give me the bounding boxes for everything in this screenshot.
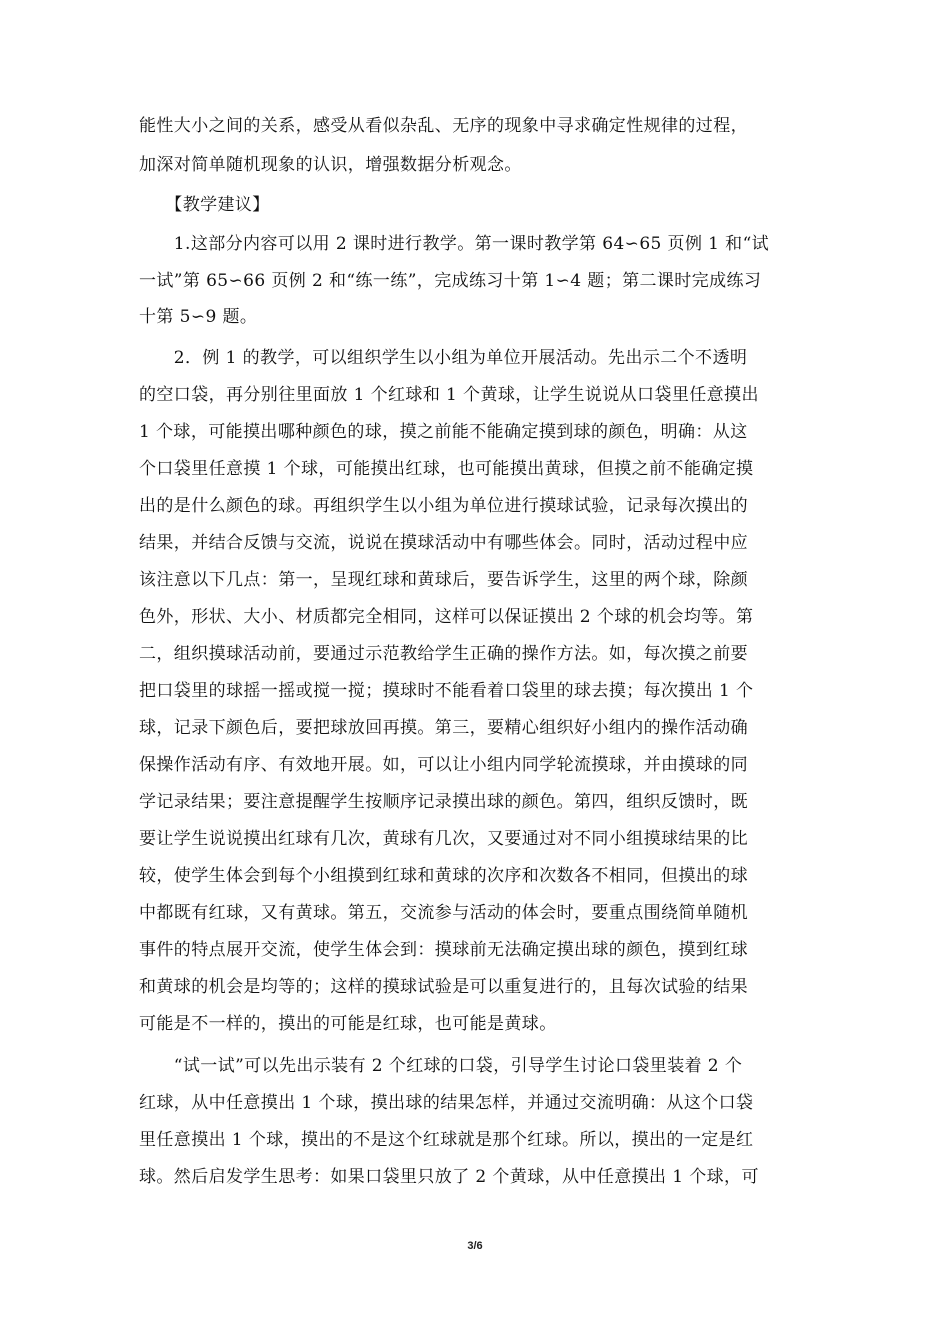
text-line: 和黄球的机会是均等的；这样的摸球试验是可以重复进行的，且每次试验的结果 bbox=[139, 977, 748, 997]
text-line: 十第 5∽9 题。 bbox=[139, 307, 258, 327]
page-number: 3/6 bbox=[467, 1240, 483, 1252]
text-line: 1.这部分内容可以用 2 课时进行教学。第一课时教学第 64∽65 页例 1 和“试 bbox=[139, 234, 770, 254]
text-line: 可能是不一样的，摸出的可能是红球，也可能是黄球。 bbox=[139, 1014, 557, 1034]
text-line: 该注意以下几点：第一，呈现红球和黄球后，要告诉学生，这里的两个球，除颜 bbox=[139, 570, 748, 590]
text-line: 结果，并结合反馈与交流，说说在摸球活动中有哪些体会。同时，活动过程中应 bbox=[139, 533, 748, 553]
text-line: 保操作活动有序、有效地开展。如，可以让小组内同学轮流摸球，并由摸球的同 bbox=[139, 755, 748, 775]
text-line: 2．例 1 的教学，可以组织学生以小组为单位开展活动。先出示二个不透明 bbox=[139, 348, 748, 368]
text-line: 红球，从中任意摸出 1 个球，摸出球的结果怎样，并通过交流明确：从这个口袋 bbox=[139, 1093, 754, 1113]
text-line: 事件的特点展开交流，使学生体会到：摸球前无法确定摸出球的颜色，摸到红球 bbox=[139, 940, 748, 960]
text-line: 出的是什么颜色的球。再组织学生以小组为单位进行摸球试验，记录每次摸出的 bbox=[139, 496, 748, 516]
section-heading: 【教学建议】 bbox=[139, 195, 270, 215]
text-line: 色外，形状、大小、材质都完全相同，这样可以保证摸出 2 个球的机会均等。第 bbox=[139, 607, 754, 627]
text-line: 较，使学生体会到每个小组摸到红球和黄球的次序和次数各不相同，但摸出的球 bbox=[139, 866, 748, 886]
text-line: 能性大小之间的关系，感受从看似杂乱、无序的现象中寻求确定性规律的过程， bbox=[139, 116, 748, 136]
text-line: 加深对简单随机现象的认识，增强数据分析观念。 bbox=[139, 155, 522, 175]
text-line: 的空口袋，再分别往里面放 1 个红球和 1 个黄球，让学生说说从口袋里任意摸出 bbox=[139, 385, 759, 405]
text-line: 球，记录下颜色后，要把球放回再摸。第三，要精心组织好小组内的操作活动确 bbox=[139, 718, 748, 738]
text-line: 要让学生说说摸出红球有几次，黄球有几次，又要通过对不同小组摸球结果的比 bbox=[139, 829, 748, 849]
text-line: 里任意摸出 1 个球，摸出的不是这个红球就是那个红球。所以，摸出的一定是红 bbox=[139, 1130, 754, 1150]
text-line: 学记录结果；要注意提醒学生按顺序记录摸出球的颜色。第四，组织反馈时，既 bbox=[139, 792, 748, 812]
text-line: 球。然后启发学生思考：如果口袋里只放了 2 个黄球，从中任意摸出 1 个球，可 bbox=[139, 1167, 759, 1187]
text-line: 把口袋里的球摇一摇或搅一搅；摸球时不能看着口袋里的球去摸；每次摸出 1 个 bbox=[139, 681, 754, 701]
text-line: 中都既有红球，又有黄球。第五，交流参与活动的体会时，要重点围绕简单随机 bbox=[139, 903, 748, 923]
text-line: “试一试”可以先出示装有 2 个红球的口袋，引导学生讨论口袋里装着 2 个 bbox=[139, 1056, 743, 1076]
text-line: 二，组织摸球活动前，要通过示范教给学生正确的操作方法。如，每次摸之前要 bbox=[139, 644, 748, 664]
text-line: 个口袋里任意摸 1 个球，可能摸出红球，也可能摸出黄球，但摸之前不能确定摸 bbox=[139, 459, 754, 479]
text-line: 一试”第 65∽66 页例 2 和“练一练”，完成练习十第 1∽4 题；第二课时完成练习 bbox=[139, 271, 762, 291]
text-line: 1 个球，可能摸出哪种颜色的球，摸之前能不能确定摸到球的颜色，明确：从这 bbox=[139, 422, 748, 442]
